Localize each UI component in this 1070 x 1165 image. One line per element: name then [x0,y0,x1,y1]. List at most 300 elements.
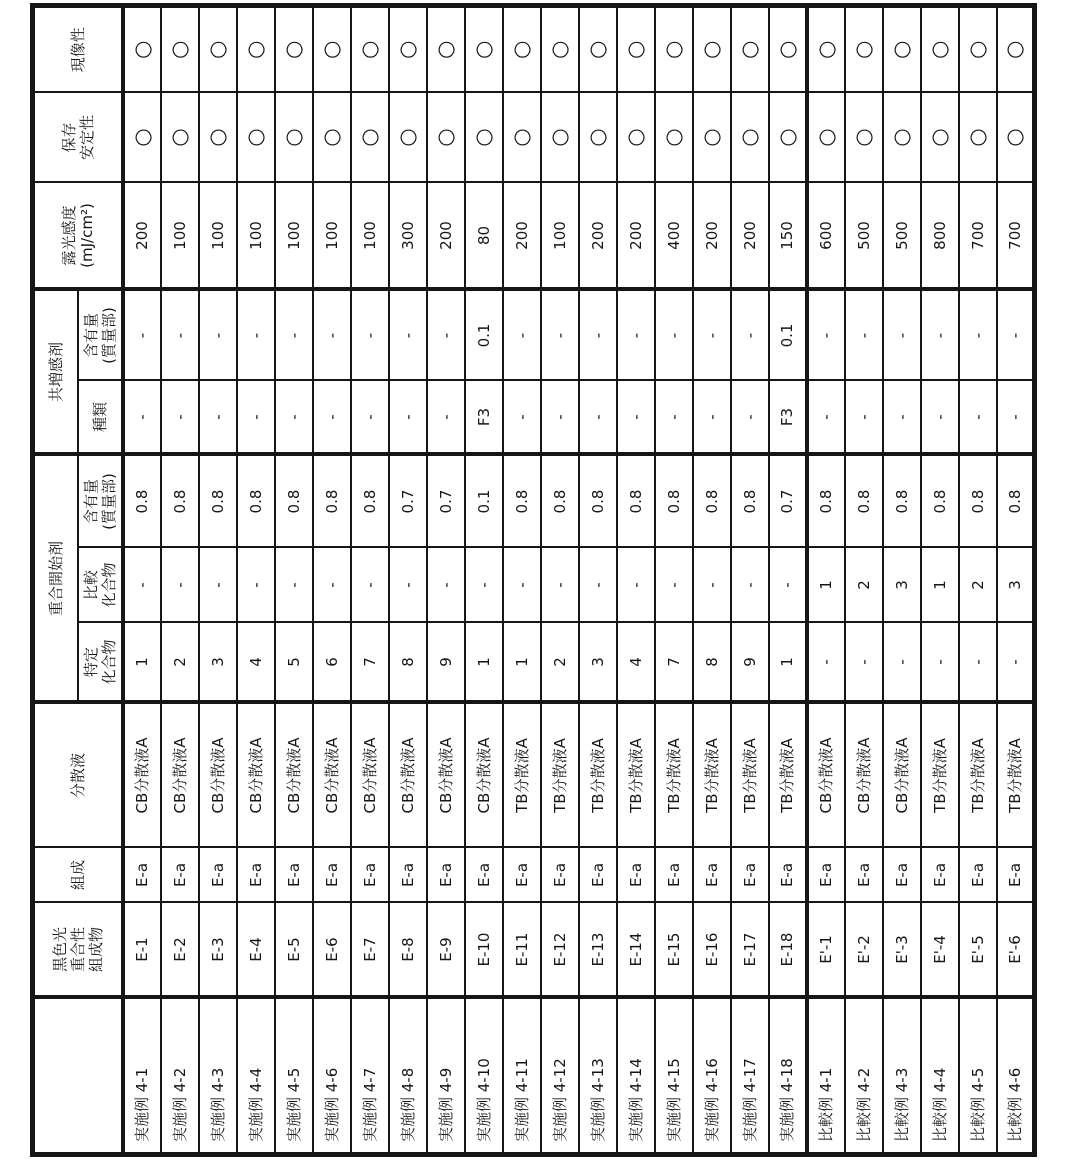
cell-specific: 2 [541,623,579,703]
cell-name: E-13 [579,903,617,998]
cell-exposure: 100 [161,182,199,289]
cell-cos-content: - [883,289,921,380]
example-row [161,5,199,1154]
cell-develop: ○ [693,5,731,92]
cell-comparative: 2 [959,548,997,623]
cell-label: 実施例 4-17 [731,998,769,1155]
cell-name: E-2 [161,903,199,998]
cell-comparative: - [617,548,655,623]
cell-name: E-9 [427,903,465,998]
header-initiator-group: 重合開始剤 [33,455,78,703]
cell-storage: ○ [161,92,199,182]
cell-name: E'-4 [921,903,959,998]
cell-name: E-18 [769,903,807,998]
cell-cos-content: - [123,289,161,380]
cell-init-content: 0.8 [275,455,313,548]
example-row [617,5,655,1154]
comparative-example-row [959,5,997,1154]
cell-comparative: - [237,548,275,623]
cell-comp: E-a [883,848,921,903]
cell-init-content: 0.8 [921,455,959,548]
cell-specific: 3 [199,623,237,703]
cell-cos-type: - [389,381,427,455]
cell-label: 実施例 4-12 [541,998,579,1155]
cell-storage: ○ [465,92,503,182]
cell-disp: CB分散液A [807,703,845,848]
cell-exposure: 400 [655,182,693,289]
header-dispersion: 分散液 [33,703,123,848]
cell-label: 実施例 4-6 [313,998,351,1155]
cell-cos-type: - [199,381,237,455]
cell-comparative: - [351,548,389,623]
cell-comp: E-a [237,848,275,903]
cell-comp: E-a [123,848,161,903]
cell-cos-content: - [807,289,845,380]
cell-specific: 6 [313,623,351,703]
cell-label: 実施例 4-16 [693,998,731,1155]
cell-storage: ○ [123,92,161,182]
cell-comparative: - [389,548,427,623]
cell-comp: E-a [579,848,617,903]
cell-exposure: 100 [541,182,579,289]
cell-disp: TB分散液A [541,703,579,848]
cell-cos-type: - [845,381,883,455]
cell-comp: E-a [769,848,807,903]
cell-cos-type: - [313,381,351,455]
cell-label: 実施例 4-2 [161,998,199,1155]
cell-disp: TB分散液A [731,703,769,848]
comparative-example-row [845,5,883,1154]
cell-develop: ○ [807,5,845,92]
cell-cos-type: - [503,381,541,455]
cell-init-content: 0.8 [693,455,731,548]
cell-label: 比較例 4-6 [997,998,1035,1155]
cell-comp: E-a [731,848,769,903]
cell-cos-type: - [427,381,465,455]
cell-develop: ○ [959,5,997,92]
cell-develop: ○ [427,5,465,92]
cell-label: 比較例 4-1 [807,998,845,1155]
cell-cos-content: - [693,289,731,380]
cell-comparative: - [199,548,237,623]
cell-storage: ○ [655,92,693,182]
cell-cos-content: - [997,289,1035,380]
cell-develop: ○ [579,5,617,92]
example-row [769,5,807,1154]
cell-exposure: 300 [389,182,427,289]
cell-cos-content: - [655,289,693,380]
cell-comp: E-a [997,848,1035,903]
cell-exposure: 700 [959,182,997,289]
cell-exposure: 700 [997,182,1035,289]
cell-cos-type: - [883,381,921,455]
cell-develop: ○ [731,5,769,92]
cell-init-content: 0.8 [161,455,199,548]
cell-name: E-11 [503,903,541,998]
cell-specific: - [997,623,1035,703]
cell-cos-type: - [655,381,693,455]
cell-name: E'-3 [883,903,921,998]
cell-disp: CB分散液A [845,703,883,848]
cell-comp: E-a [845,848,883,903]
example-row [503,5,541,1154]
cell-specific: 4 [237,623,275,703]
cell-comparative: 3 [883,548,921,623]
cell-cos-content: - [351,289,389,380]
cell-init-content: 0.8 [655,455,693,548]
cell-comp: E-a [503,848,541,903]
example-row [541,5,579,1154]
cell-init-content: 0.8 [883,455,921,548]
cell-comp: E-a [959,848,997,903]
cell-disp: CB分散液A [313,703,351,848]
cell-init-content: 0.7 [389,455,427,548]
cell-label: 比較例 4-5 [959,998,997,1155]
cell-storage: ○ [883,92,921,182]
cell-disp: CB分散液A [389,703,427,848]
cell-exposure: 200 [503,182,541,289]
cell-comparative: 1 [921,548,959,623]
example-row [693,5,731,1154]
cell-develop: ○ [883,5,921,92]
cell-init-content: 0.8 [807,455,845,548]
cell-comparative: - [769,548,807,623]
cell-storage: ○ [199,92,237,182]
cell-develop: ○ [465,5,503,92]
cell-cos-type: - [807,381,845,455]
example-row [389,5,427,1154]
cell-init-content: 0.8 [199,455,237,548]
cell-comparative: - [465,548,503,623]
cell-comparative: - [579,548,617,623]
cell-cos-content: - [959,289,997,380]
cell-exposure: 100 [199,182,237,289]
cell-comp: E-a [655,848,693,903]
cell-disp: TB分散液A [997,703,1035,848]
cell-develop: ○ [997,5,1035,92]
cell-label: 実施例 4-5 [275,998,313,1155]
cell-name: E-4 [237,903,275,998]
cell-label: 比較例 4-3 [883,998,921,1155]
cell-exposure: 200 [123,182,161,289]
cell-disp: CB分散液A [351,703,389,848]
cell-storage: ○ [731,92,769,182]
cell-develop: ○ [503,5,541,92]
cell-init-content: 0.8 [351,455,389,548]
cell-specific: - [883,623,921,703]
cell-exposure: 200 [579,182,617,289]
cell-name: E'-6 [997,903,1035,998]
cell-init-content: 0.8 [731,455,769,548]
cell-disp: CB分散液A [237,703,275,848]
cell-exposure: 600 [807,182,845,289]
cell-specific: - [807,623,845,703]
cell-init-content: 0.1 [465,455,503,548]
cell-comparative: - [503,548,541,623]
cell-develop: ○ [123,5,161,92]
cell-cos-type: - [617,381,655,455]
cell-name: E-12 [541,903,579,998]
cell-cos-type: - [237,381,275,455]
cell-disp: CB分散液A [883,703,921,848]
cell-comp: E-a [807,848,845,903]
cell-disp: TB分散液A [617,703,655,848]
cell-name: E-7 [351,903,389,998]
cell-specific: 3 [579,623,617,703]
cell-name: E-10 [465,903,503,998]
cell-exposure: 500 [883,182,921,289]
cell-name: E-8 [389,903,427,998]
cell-name: E-6 [313,903,351,998]
cell-specific: 7 [655,623,693,703]
cell-label: 比較例 4-2 [845,998,883,1155]
cell-develop: ○ [389,5,427,92]
cell-storage: ○ [275,92,313,182]
cell-label: 実施例 4-3 [199,998,237,1155]
cell-specific: 7 [351,623,389,703]
cell-cos-type: - [959,381,997,455]
cell-storage: ○ [845,92,883,182]
cell-cos-type: - [275,381,313,455]
cell-specific: 9 [731,623,769,703]
cell-exposure: 100 [275,182,313,289]
cell-name: E-1 [123,903,161,998]
cell-cos-content: - [579,289,617,380]
cell-cos-type: - [161,381,199,455]
cell-comp: E-a [921,848,959,903]
cell-exposure: 150 [769,182,807,289]
cell-exposure: 200 [731,182,769,289]
cell-storage: ○ [807,92,845,182]
cell-comparative: - [123,548,161,623]
cell-init-content: 0.8 [845,455,883,548]
cell-exposure: 100 [237,182,275,289]
cell-cos-content: - [313,289,351,380]
cell-cos-content: - [503,289,541,380]
cell-disp: TB分散液A [655,703,693,848]
cell-comparative: - [655,548,693,623]
cell-name: E-17 [731,903,769,998]
cell-storage: ○ [997,92,1035,182]
cell-specific: 9 [427,623,465,703]
cell-storage: ○ [351,92,389,182]
cell-disp: CB分散液A [427,703,465,848]
cell-init-content: 0.7 [427,455,465,548]
cell-cos-content: - [275,289,313,380]
results-table [30,3,1037,1157]
cell-disp: TB分散液A [959,703,997,848]
cell-disp: TB分散液A [503,703,541,848]
cell-comparative: - [693,548,731,623]
cell-name: E-16 [693,903,731,998]
cell-init-content: 0.8 [313,455,351,548]
cell-label: 実施例 4-11 [503,998,541,1155]
cell-cos-content: - [427,289,465,380]
cell-cos-content: - [731,289,769,380]
cell-disp: CB分散液A [123,703,161,848]
table-header [33,5,123,1154]
cell-storage: ○ [427,92,465,182]
header-cosensitizer-type: 種類 [78,381,123,455]
cell-specific: - [845,623,883,703]
example-row [275,5,313,1154]
cell-label: 実施例 4-10 [465,998,503,1155]
cell-cos-content: 0.1 [465,289,503,380]
cell-cos-content: - [389,289,427,380]
cell-label: 実施例 4-9 [427,998,465,1155]
header-row-groups [33,5,78,1154]
cell-cos-type: - [997,381,1035,455]
cell-label: 実施例 4-1 [123,998,161,1155]
cell-storage: ○ [693,92,731,182]
header-cosensitizer-group: 共増感剤 [33,289,78,454]
cell-cos-type: - [541,381,579,455]
cell-init-content: 0.8 [237,455,275,548]
cell-name: E'-1 [807,903,845,998]
cell-comparative: 1 [807,548,845,623]
cell-init-content: 0.8 [997,455,1035,548]
comparative-example-row [997,5,1035,1154]
cell-cos-content: - [541,289,579,380]
cell-disp: TB分散液A [921,703,959,848]
cell-specific: 1 [503,623,541,703]
cell-cos-content: - [921,289,959,380]
example-row [313,5,351,1154]
cell-comp: E-a [693,848,731,903]
cell-cos-type: F3 [465,381,503,455]
example-row [123,5,161,1154]
header-cosensitizer-content: 含有量 (質量部) [78,289,123,380]
cell-disp: TB分散液A [579,703,617,848]
cell-disp: CB分散液A [275,703,313,848]
example-row [199,5,237,1154]
cell-exposure: 200 [617,182,655,289]
cell-specific: 1 [465,623,503,703]
cell-exposure: 500 [845,182,883,289]
cell-cos-content: - [161,289,199,380]
cell-comp: E-a [427,848,465,903]
comparative-example-row [921,5,959,1154]
cell-init-content: 0.8 [503,455,541,548]
cell-comp: E-a [199,848,237,903]
cell-specific: 8 [389,623,427,703]
cell-label: 実施例 4-18 [769,998,807,1155]
cell-label: 実施例 4-13 [579,998,617,1155]
example-row [427,5,465,1154]
cell-label: 比較例 4-4 [921,998,959,1155]
cell-cos-type: - [921,381,959,455]
example-row [465,5,503,1154]
cell-disp: CB分散液A [465,703,503,848]
cell-init-content: 0.8 [617,455,655,548]
cell-cos-type: - [579,381,617,455]
cell-init-content: 0.7 [769,455,807,548]
cell-storage: ○ [921,92,959,182]
cell-specific: 5 [275,623,313,703]
cell-comp: E-a [351,848,389,903]
cell-disp: TB分散液A [769,703,807,848]
cell-disp: TB分散液A [693,703,731,848]
header-exposure-sensitivity: 露光感度 (mJ/cm²) [33,182,123,289]
cell-comparative: - [427,548,465,623]
cell-cos-content: - [617,289,655,380]
cell-name: E-15 [655,903,693,998]
cell-storage: ○ [503,92,541,182]
cell-develop: ○ [199,5,237,92]
cell-develop: ○ [275,5,313,92]
cell-name: E-5 [275,903,313,998]
cell-cos-type: - [351,381,389,455]
cell-init-content: 0.8 [541,455,579,548]
cell-storage: ○ [237,92,275,182]
cell-comp: E-a [275,848,313,903]
cell-comp: E-a [617,848,655,903]
header-specific-compound: 特定 化合物 [78,623,123,703]
cell-storage: ○ [617,92,655,182]
cell-comp: E-a [541,848,579,903]
cell-develop: ○ [617,5,655,92]
cell-storage: ○ [313,92,351,182]
cell-cos-content: - [845,289,883,380]
example-row [655,5,693,1154]
cell-develop: ○ [845,5,883,92]
comparative-example-row [883,5,921,1154]
cell-specific: 2 [161,623,199,703]
example-row [731,5,769,1154]
cell-name: E-14 [617,903,655,998]
cell-develop: ○ [921,5,959,92]
cell-label: 実施例 4-15 [655,998,693,1155]
cell-exposure: 800 [921,182,959,289]
header-storage-stability: 保存 安定性 [33,92,123,182]
cell-comp: E-a [313,848,351,903]
cell-comp: E-a [465,848,503,903]
example-row [237,5,275,1154]
cell-label: 実施例 4-4 [237,998,275,1155]
cell-disp: CB分散液A [199,703,237,848]
cell-storage: ○ [541,92,579,182]
cell-cos-type: F3 [769,381,807,455]
cell-cos-type: - [731,381,769,455]
cell-develop: ○ [237,5,275,92]
example-row [579,5,617,1154]
cell-storage: ○ [769,92,807,182]
cell-init-content: 0.8 [579,455,617,548]
cell-disp: CB分散液A [161,703,199,848]
cell-comparative: 3 [997,548,1035,623]
cell-exposure: 100 [313,182,351,289]
cell-label: 実施例 4-7 [351,998,389,1155]
cell-label: 実施例 4-14 [617,998,655,1155]
cell-init-content: 0.8 [123,455,161,548]
header-developability: 現像性 [33,5,123,92]
cell-name: E'-5 [959,903,997,998]
corner-cell [33,998,123,1155]
cell-comparative: - [161,548,199,623]
header-composition-name: 黒色光 重合性 組成物 [33,903,123,998]
cell-specific: 4 [617,623,655,703]
cell-comp: E-a [161,848,199,903]
cell-comp: E-a [389,848,427,903]
cell-cos-type: - [693,381,731,455]
cell-specific: - [959,623,997,703]
cell-exposure: 80 [465,182,503,289]
cell-develop: ○ [161,5,199,92]
cell-comparative: - [275,548,313,623]
cell-comparative: 2 [845,548,883,623]
cell-develop: ○ [351,5,389,92]
cell-comparative: - [541,548,579,623]
